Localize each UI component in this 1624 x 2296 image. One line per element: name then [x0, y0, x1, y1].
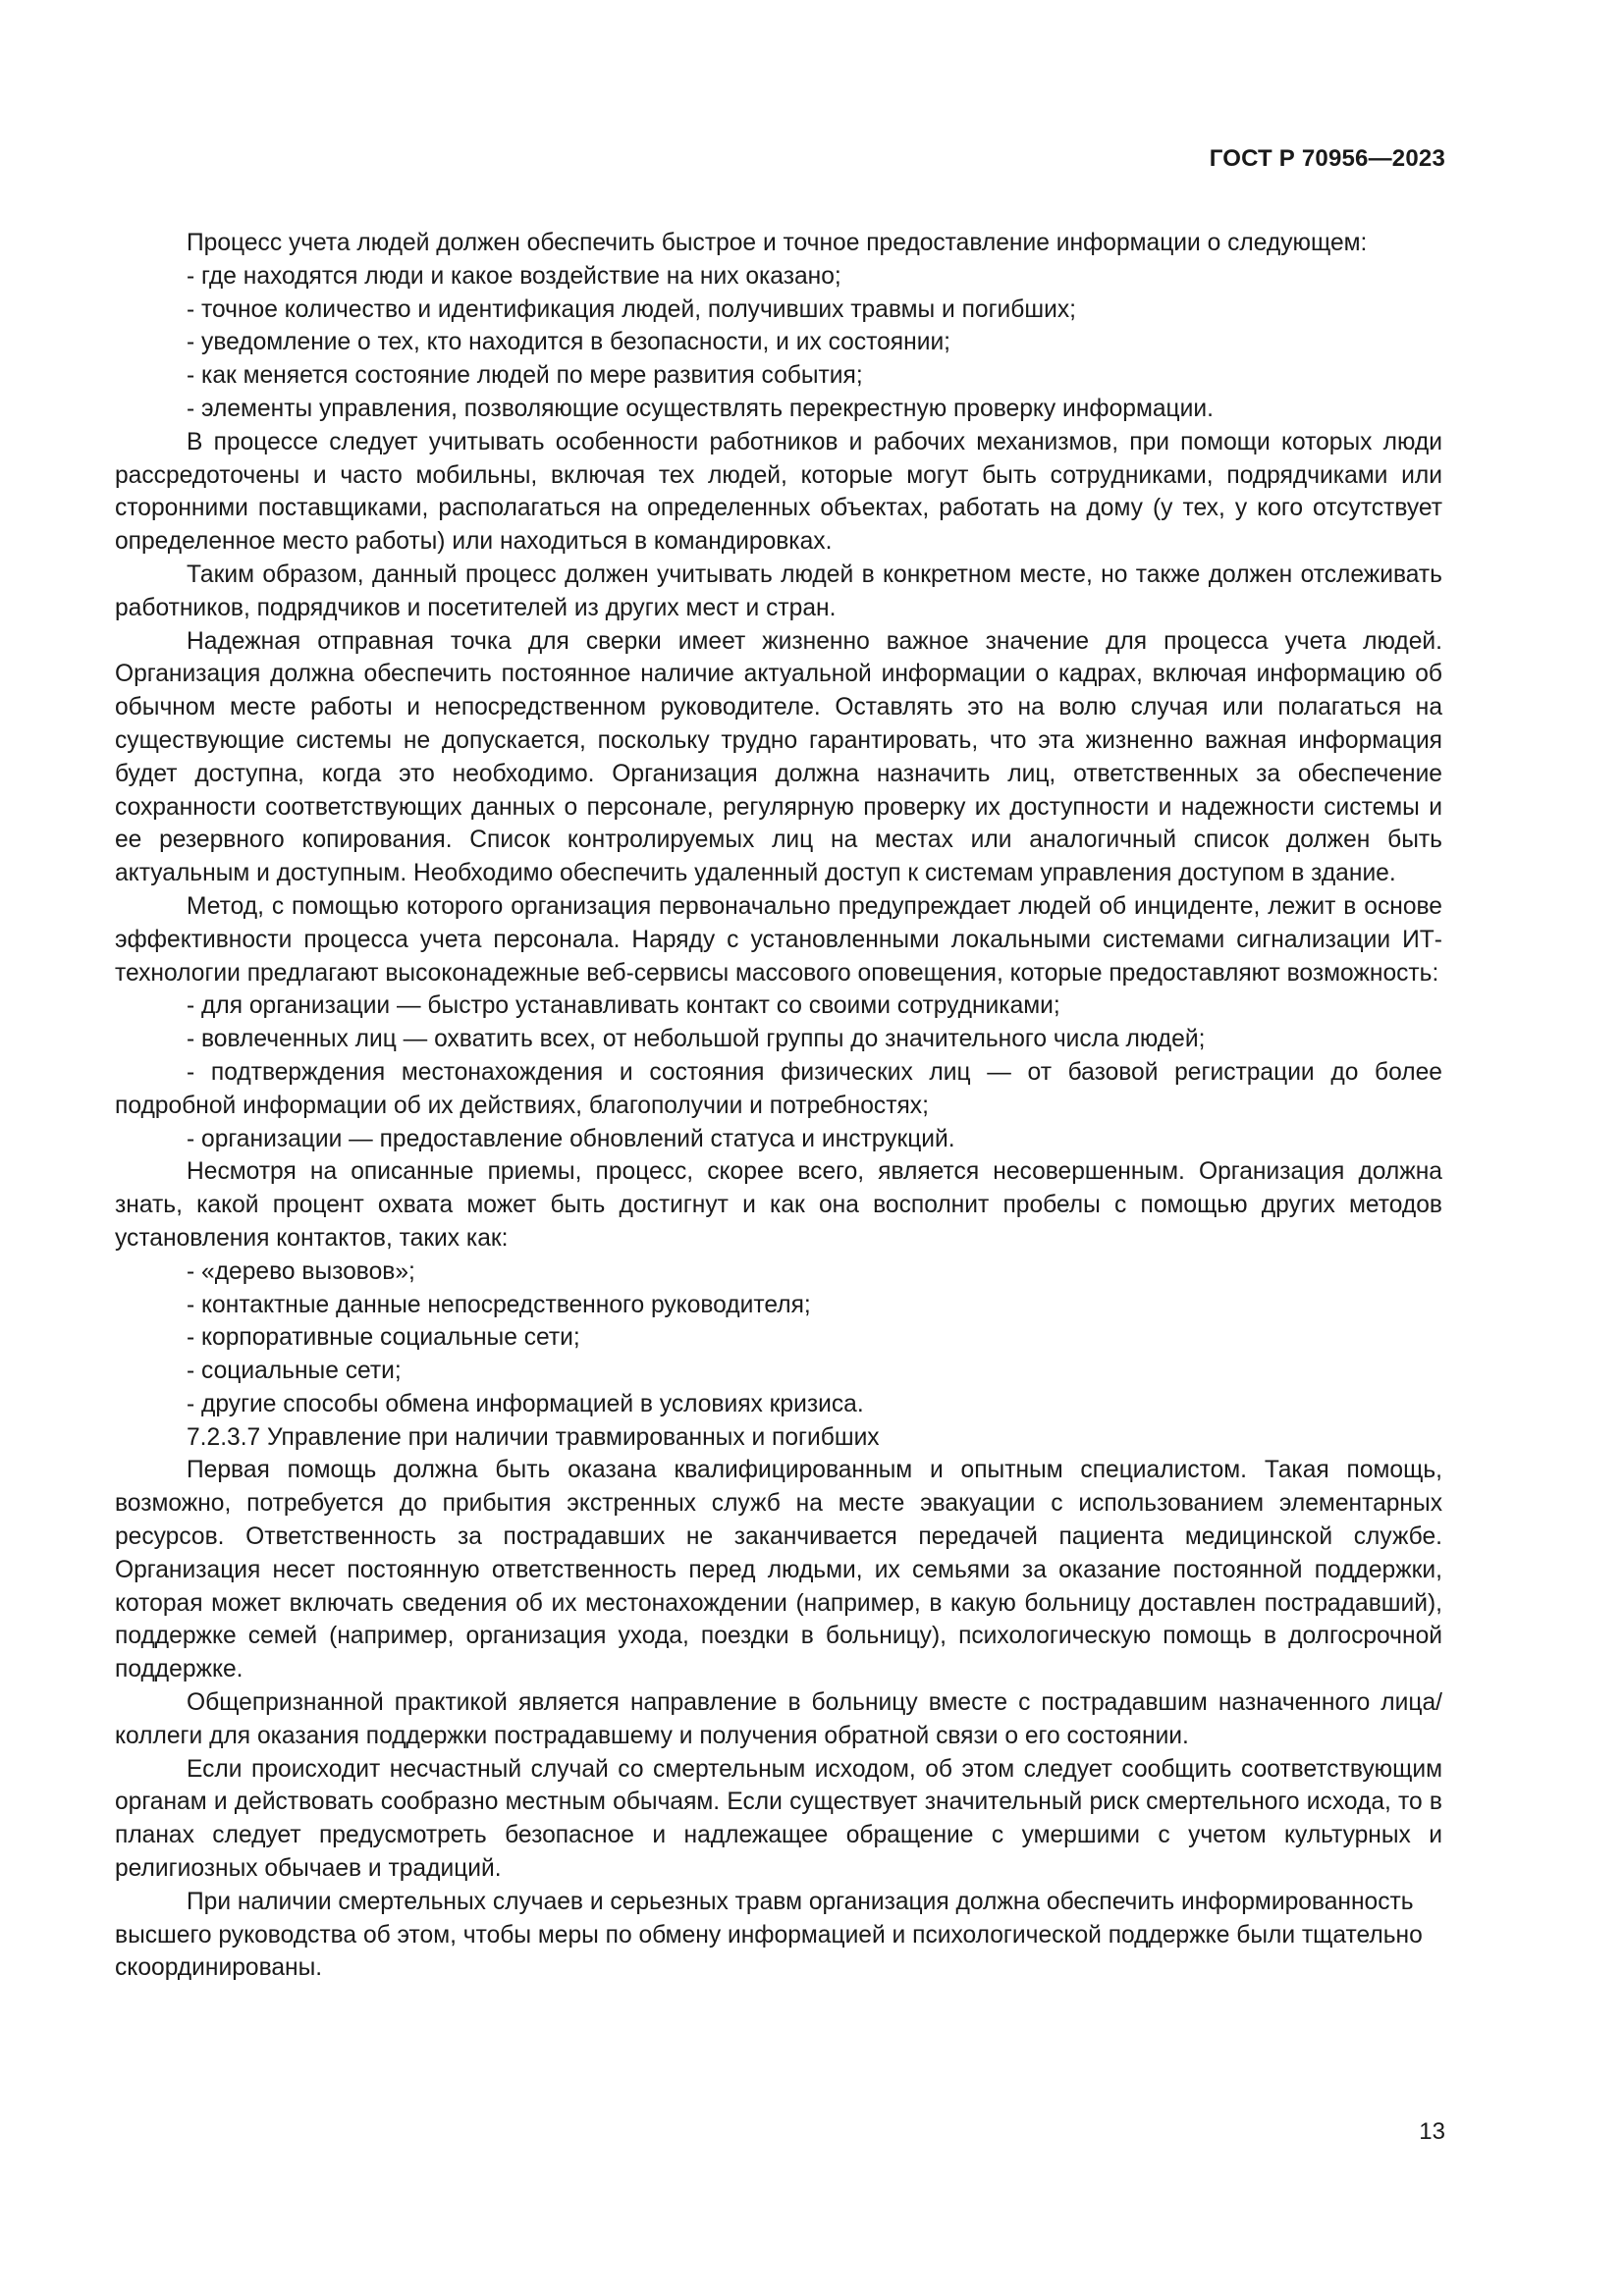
list-item: - «дерево вызовов»; [187, 1257, 415, 1285]
paragraph: Таким образом, данный процесс должен учитывать людей в конкретном месте, но также должен отслеживать работников, подрядчиков и посетителей из других мест и стран. [115, 561, 1442, 621]
list-item: - подтверждения местонахождения и состояния физических лиц — от базовой регистрации до более подробной информации об их действиях, благополучии и потребностях; [115, 1058, 1442, 1119]
document-header: ГОСТ Р 70956—2023 [1209, 145, 1445, 172]
section-heading: 7.2.3.7 Управление при наличии травмированных и погибших [187, 1423, 880, 1451]
list-item: - вовлеченных лиц — охватить всех, от небольшой группы до значительного числа людей; [187, 1026, 1206, 1053]
paragraph: Несмотря на описанные приемы, процесс, скорее всего, является несовершенным. Организация должна знать, какой процент охвата может быть достигнут и как она восполнит пробелы с помощью других методов установления контактов, таких как: [115, 1158, 1442, 1252]
list-item: - как меняется состояние людей по мере развития события; [187, 362, 863, 390]
paragraph: При наличии смертельных случаев и серьезных травм организация должна обеспечить информированность высшего руководства об этом, чтобы меры по обмену информацией и психологической поддержке были тщательно скоординированы. [115, 1888, 1423, 1982]
list-item: - корпоративные социальные сети; [187, 1324, 580, 1352]
list-item: - контактные данные непосредственного руководителя; [187, 1291, 811, 1318]
paragraph: Если происходит несчастный случай со смертельным исходом, об этом следует сообщить соответствующим органам и действовать сообразно местным обычаям. Если существует значительный риск смертельного исхода, то в планах следует предусмотреть безопасное и надлежащее обращение с умершими с учетом культурных и религиозных обычаев и традиций. [115, 1755, 1442, 1883]
list-item: - для организации — быстро устанавливать контакт со своими сотрудниками; [187, 992, 1060, 1020]
paragraph: Первая помощь должна быть оказана квалифицированным и опытным специалистом. Такая помощь, возможно, потребуется до прибытия экстренных служб на месте эвакуации с использованием элементарных ресурсов. Ответственность за пострадавших не заканчивается передачей пациента медицинской службе. Организация несет постоянную ответственность перед людьми, их семьями за оказание постоянной поддержки, которая может включать сведения об их местонахождении (например, в какую больницу доставлен пострадавший), поддержке семей (например, организация ухода, поездки в больницу), психологическую помощь в долгосрочной поддержке. [115, 1457, 1442, 1683]
document-body [115, 227, 1442, 1985]
list-item: - элементы управления, позволяющие осуществлять перекрестную проверку информации. [187, 395, 1214, 422]
paragraph: Метод, с помощью которого организация первоначально предупреждает людей об инциденте, лежит в основе эффективности процесса учета персонала. Наряду с установленными локальными системами сигнализации ИТ-технологии предлагают высоконадежные веб-сервисы массового оповещения, которые предоставляют возможность: [115, 892, 1442, 987]
paragraph: Общепризнанной практикой является направление в больницу вместе с пострадавшим назначенного лица/коллеги для оказания поддержки пострадавшему и получения обратной связи о его состоянии. [115, 1689, 1442, 1749]
list-item: - другие способы обмена информацией в условиях кризиса. [187, 1390, 864, 1417]
list-item: - организации — предоставление обновлений статуса и инструкций. [187, 1125, 955, 1152]
list-item: - точное количество и идентификация людей, получивших травмы и погибших; [187, 295, 1076, 323]
paragraph: Процесс учета людей должен обеспечить быстрое и точное предоставление информации о следующем: [187, 230, 1368, 256]
page-number: 13 [1419, 2118, 1445, 2145]
paragraph: В процессе следует учитывать особенности работников и рабочих механизмов, при помощи которых люди рассредоточены и часто мобильны, включая тех людей, которые могут быть сотрудниками, подрядчиками или сторонними поставщиками, располагаться на определенных объектах, работать на дому (у тех, у кого отсутствует определенное место работы) или находиться в командировках. [115, 428, 1442, 556]
list-item: - социальные сети; [187, 1358, 402, 1385]
paragraph: Надежная отправная точка для сверки имеет жизненно важное значение для процесса учета людей. Организация должна обеспечить постоянное наличие актуальной информации о кадрах, включая информацию об обычном месте работы и непосредственном руководителе. Оставлять это на волю случая или полагаться на существующие системы не допускается, поскольку трудно гарантировать, что эта жизненно важная информация будет доступна, когда это необходимо. Организация должна назначить лиц, ответственных за обеспечение сохранности соответствующих данных о персонале, регулярную проверку их доступности и надежности системы и ее резервного копирования. Список контролируемых лиц на местах или аналогичный список должен быть актуальным и доступным. Необходимо обеспечить удаленный доступ к системам управления доступом в здание. [115, 627, 1442, 887]
list-item: - где находятся люди и какое воздействие на них оказано; [187, 262, 841, 290]
list-item: - уведомление о тех, кто находится в безопасности, и их состоянии; [187, 329, 951, 356]
